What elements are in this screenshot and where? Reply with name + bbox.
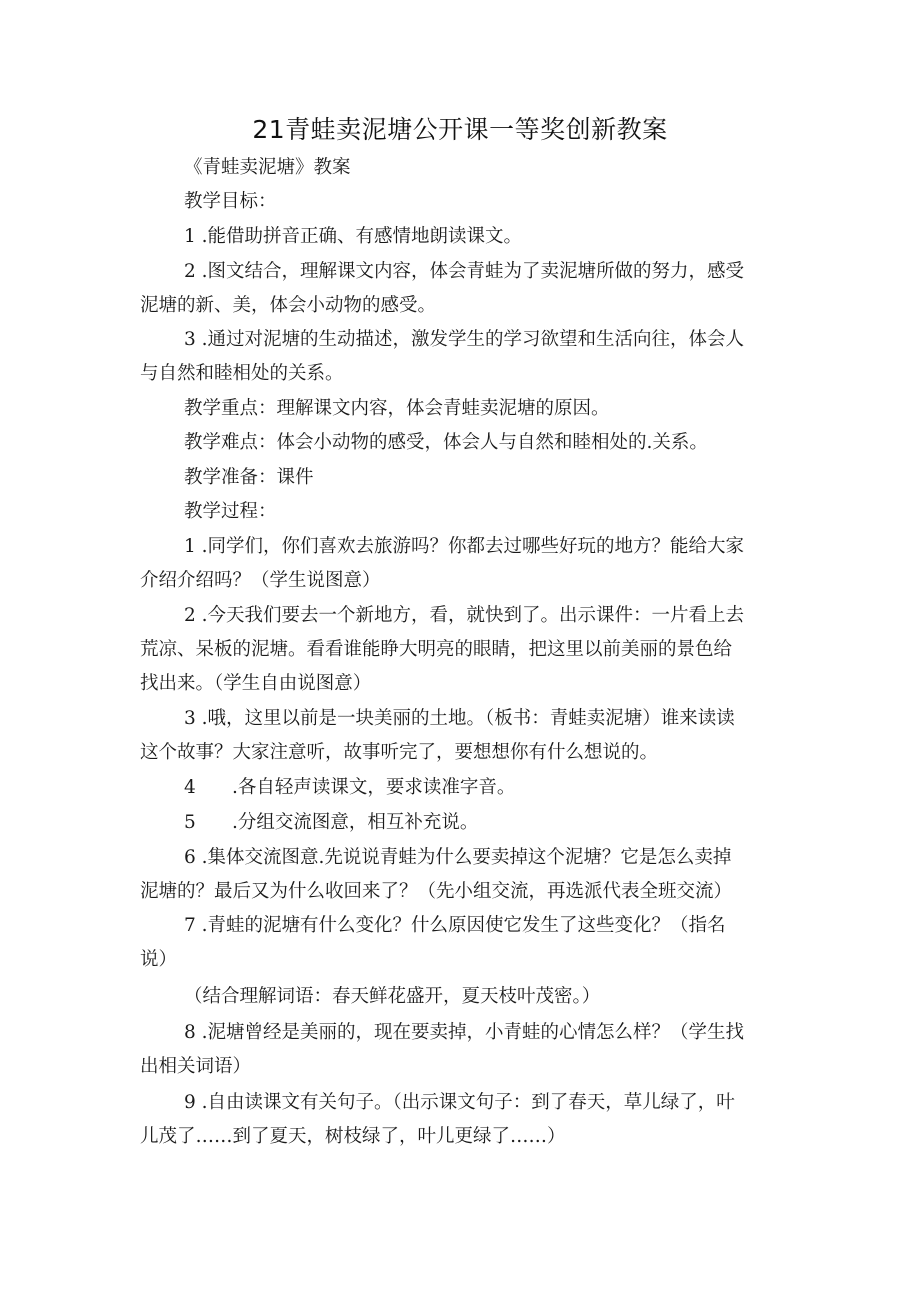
process-heading: 教学过程： bbox=[184, 501, 277, 522]
process-item bbox=[184, 811, 478, 835]
objective-item bbox=[184, 328, 744, 352]
item-text: .哦，这里以前是一块美丽的土地。（板书：青蛙卖泥塘）谁来读读 bbox=[201, 708, 735, 729]
item-text: .通过对泥塘的生动描述，激发学生的学习欲望和生活向往，体会人 bbox=[201, 329, 745, 350]
process-item bbox=[184, 604, 744, 628]
item-number: 1 bbox=[184, 226, 196, 247]
item-text-continuation: 与自然和睦相处的关系。 bbox=[140, 363, 344, 384]
difficulty: 教学难点：体会小动物的感受，体会人与自然和睦相处的.关系。 bbox=[184, 432, 708, 453]
preparation: 教学准备：课件 bbox=[184, 467, 314, 488]
item-text: .集体交流图意.先说说青蛙为什么要卖掉这个泥塘？它是怎么卖掉 bbox=[201, 847, 732, 868]
item-text-continuation: 儿茂了……到了夏天，树枝绿了，叶儿更绿了……） bbox=[140, 1126, 566, 1147]
vocabulary-note: （结合理解词语：春天鲜花盛开，夏天枝叶茂密。） bbox=[184, 986, 601, 1007]
item-number: 3 bbox=[184, 329, 196, 350]
process-item bbox=[184, 707, 735, 731]
item-number: 7 bbox=[184, 915, 196, 936]
objective-item bbox=[184, 260, 744, 284]
item-text: .各自轻声读课文，要求读准字音。 bbox=[232, 777, 516, 798]
item-number: 8 bbox=[184, 1022, 196, 1043]
item-text-continuation: 找出来。（学生自由说图意） bbox=[140, 673, 372, 694]
process-item bbox=[184, 914, 726, 938]
item-number: 3 bbox=[184, 708, 196, 729]
item-text: .图文结合，理解课文内容，体会青蛙为了卖泥塘所做的努力，感受 bbox=[201, 261, 745, 282]
document-title: 21青蛙卖泥塘公开课一等奖创新教案 bbox=[252, 115, 668, 144]
item-number: 9 bbox=[184, 1092, 196, 1113]
process-item bbox=[184, 1091, 735, 1115]
item-text-continuation: 出相关词语） bbox=[140, 1056, 252, 1077]
objectives-heading: 教学目标： bbox=[184, 191, 277, 212]
item-text: .今天我们要去一个新地方，看，就快到了。出示课件：一片看上去 bbox=[201, 605, 745, 626]
item-text: .分组交流图意，相互补充说。 bbox=[232, 812, 479, 833]
item-text-continuation: 荒凉、呆板的泥塘。看看谁能睁大明亮的眼睛，把这里以前美丽的景色给 bbox=[140, 639, 733, 660]
item-number: 4 bbox=[184, 777, 196, 798]
process-item bbox=[184, 535, 744, 559]
item-text-continuation: 介绍介绍吗？（学生说图意） bbox=[140, 570, 381, 591]
item-text: .能借助拼音正确、有感情地朗读课文。 bbox=[201, 226, 523, 247]
item-text-continuation: 泥塘的？最后又为什么收回来了？（先小组交流，再选派代表全班交流） bbox=[140, 881, 733, 902]
key-point: 教学重点：理解课文内容，体会青蛙卖泥塘的原因。 bbox=[184, 398, 610, 419]
item-text-continuation: 泥塘的新、美，体会小动物的感受。 bbox=[140, 295, 437, 316]
item-number: 2 bbox=[184, 605, 196, 626]
lesson-plan-subtitle: 《青蛙卖泥塘》教案 bbox=[184, 157, 351, 178]
item-text-continuation: 这个故事？大家注意听，故事听完了，要想想你有什么想说的。 bbox=[140, 742, 659, 763]
item-number: 2 bbox=[184, 261, 196, 282]
process-item bbox=[184, 1021, 744, 1045]
item-text: .泥塘曾经是美丽的，现在要卖掉，小青蛙的心情怎么样？（学生找 bbox=[201, 1022, 745, 1043]
objective-item bbox=[184, 225, 522, 249]
item-text: .同学们，你们喜欢去旅游吗？你都去过哪些好玩的地方？能给大家 bbox=[201, 536, 745, 557]
process-item bbox=[184, 846, 731, 870]
process-item bbox=[184, 776, 515, 800]
item-number: 1 bbox=[184, 536, 196, 557]
item-text-continuation: 说） bbox=[140, 949, 178, 970]
item-text: .自由读课文有关句子。（出示课文句子：到了春天，草儿绿了，叶 bbox=[201, 1092, 735, 1113]
item-number: 5 bbox=[184, 812, 196, 833]
item-number: 6 bbox=[184, 847, 196, 868]
item-text: .青蛙的泥塘有什么变化？什么原因使它发生了这些变化？（指名 bbox=[201, 915, 726, 936]
